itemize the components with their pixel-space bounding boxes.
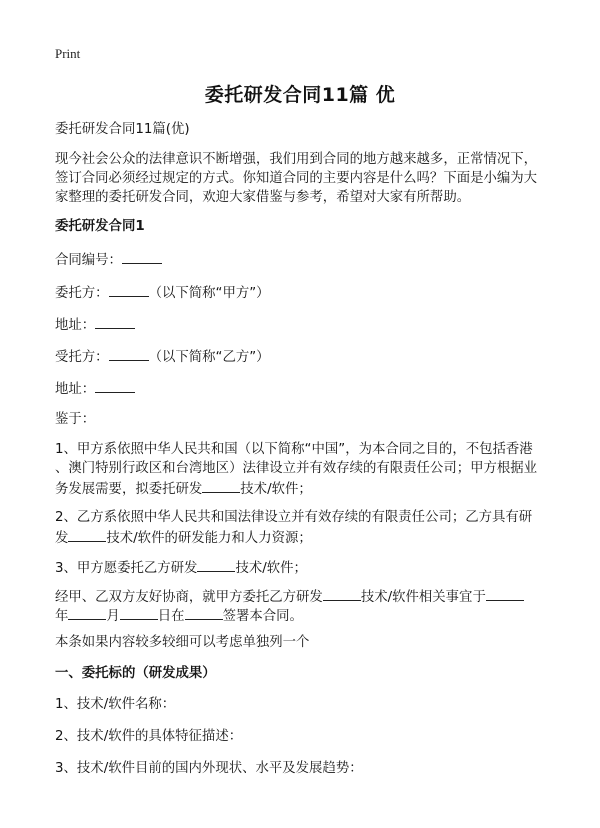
section-1-title: 委托研发合同1 — [55, 219, 145, 234]
clause-2-blank — [68, 527, 106, 542]
contractor-suffix: （以下简称“乙方”） — [148, 350, 270, 365]
client-address-line — [55, 314, 135, 336]
clause-2-line-1: 2、乙方系依照中华人民共和国法律设立并有效存续的有限责任公司；乙方具有研 — [55, 510, 533, 525]
whereas-label: 鉴于： — [55, 412, 96, 427]
print-label: Print — [55, 46, 81, 61]
intro-line-3: 家整理的委托研发合同，欢迎大家借鉴与参考，希望对大家有所帮助。 — [55, 190, 471, 205]
clause-3-blank — [197, 557, 235, 572]
clause-3-line — [55, 557, 307, 579]
intro-line-1: 现今社会公众的法律意识不断增强，我们用到合同的地方越来越多，正常情况下， — [55, 152, 538, 167]
contractor-line — [55, 346, 270, 368]
agreement-place-blank — [185, 605, 223, 620]
clause-2-line-2 — [55, 527, 312, 549]
document-title: 委托研发合同11篇 优 — [204, 84, 396, 106]
agreement-month-blank — [68, 605, 106, 620]
agreement-text-end: 签署本合同。 — [222, 609, 303, 624]
contractor-blank — [109, 346, 149, 361]
contract-number-blank — [122, 249, 162, 264]
section-a-title: 一、委托标的（研发成果） — [55, 666, 216, 681]
agreement-text-b: 技术/软件相关事宜于 — [360, 590, 486, 605]
agreement-day-label: 日在 — [157, 609, 185, 624]
clause-3-text-a: 3、甲方愿委托乙方研发 — [55, 561, 198, 576]
item-3: 3、技术/软件目前的国内外现状、水平及发展趋势： — [55, 761, 363, 776]
contractor-address-label: 地址： — [55, 382, 96, 397]
contractor-address-blank — [95, 378, 135, 393]
contract-number-label: 合同编号： — [55, 253, 122, 268]
document-subtitle: 委托研发合同11篇(优) — [55, 122, 190, 137]
agreement-line-2 — [55, 605, 303, 627]
client-blank — [109, 282, 149, 297]
clause-3-text-b: 技术/软件； — [235, 561, 307, 576]
item-2: 2、技术/软件的具体特征描述： — [55, 729, 243, 744]
agreement-day-blank — [120, 605, 158, 620]
client-label: 委托方： — [55, 286, 109, 301]
clause-2-text-b: 技术/软件的研发能力和人力资源； — [106, 531, 312, 546]
item-1: 1、技术/软件名称： — [55, 697, 176, 712]
clause-1-line-3 — [55, 478, 312, 500]
clause-1-line-1: 1、甲方系依照中华人民共和国（以下简称“中国”，为本合同之目的，不包括香港 — [55, 442, 533, 457]
agreement-year-blank — [486, 586, 524, 601]
clause-1-blank — [202, 478, 240, 493]
contractor-label: 受托方： — [55, 350, 109, 365]
clause-1-line-2: 、澳门特别行政区和台湾地区）法律设立并有效存续的有限责任公司；甲方根据业 — [55, 461, 538, 476]
client-line — [55, 282, 270, 304]
client-address-blank — [95, 314, 135, 329]
intro-line-2: 签订合同必须经过规定的方式。你知道合同的主要内容是什么吗？下面是小编为大 — [55, 171, 538, 186]
clause-1-text-a: 务发展需要，拟委托研发 — [55, 482, 203, 497]
note-line: 本条如果内容较多较细可以考虑单独列一个 — [55, 635, 310, 650]
clause-1-text-b: 技术/软件； — [240, 482, 312, 497]
agreement-year-label: 年 — [55, 609, 69, 624]
agreement-text-a: 经甲、乙双方友好协商，就甲方委托乙方研发 — [55, 590, 323, 605]
client-suffix: （以下简称“甲方”） — [148, 286, 270, 301]
agreement-tech-blank — [323, 586, 361, 601]
agreement-month-label: 月 — [106, 609, 120, 624]
contractor-address-line — [55, 378, 135, 400]
client-address-label: 地址： — [55, 318, 96, 333]
clause-2-text-a: 发 — [55, 531, 69, 546]
contract-number-line — [55, 249, 162, 271]
